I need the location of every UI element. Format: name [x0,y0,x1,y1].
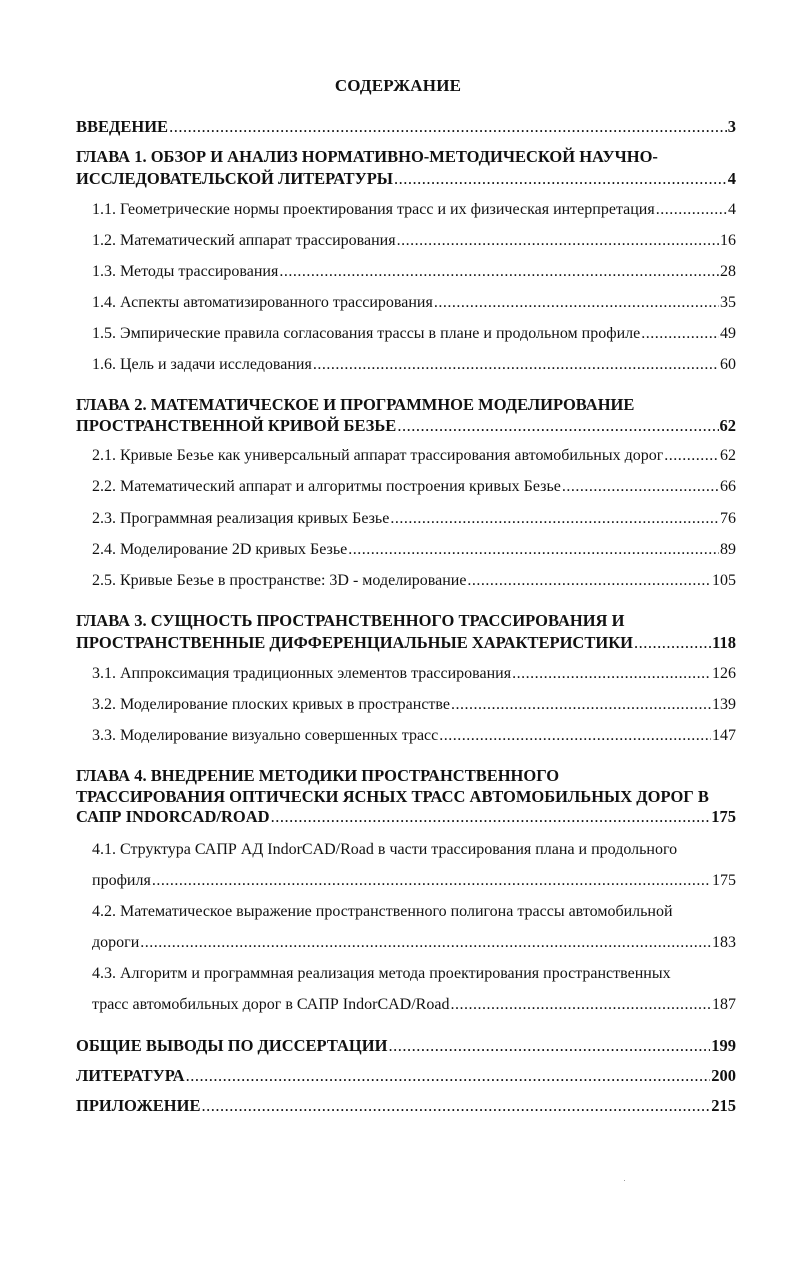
toc-chapter-3-line-1[interactable] [76,611,624,631]
page-title: СОДЕРЖАНИЕ [334,76,462,95]
toc-page-number: 215 [711,1096,736,1115]
toc-page-number: 147 [712,727,736,744]
toc-entry-text: ТРАССИРОВАНИЯ ОПТИЧЕСКИ ЯСНЫХ ТРАСС АВТОМОБИЛЬНЫХ ДОРОГ В [76,787,709,806]
toc-section-4-2-line-2[interactable] [92,933,736,953]
dot-leader [348,540,719,560]
dot-leader [641,324,719,344]
toc-entry-text: 3.1. Аппроксимация традиционных элементов трассирования [92,665,512,682]
dot-leader [271,807,711,827]
toc-page-number: 175 [711,807,736,826]
toc-chapter-4-line-1[interactable] [76,766,559,786]
dot-leader [512,664,711,684]
toc-chapter-2-line-1[interactable] [76,395,634,415]
toc-page-number: 175 [712,872,736,889]
toc-section-4-3-line-2[interactable] [92,995,736,1015]
toc-entry-text: ОБЩИЕ ВЫВОДЫ ПО ДИССЕРТАЦИИ [76,1036,388,1055]
toc-entry-text: профиля [92,872,151,889]
toc-entry-text: ПРИЛОЖЕНИЕ [76,1096,201,1115]
toc-page-number: 4 [728,201,736,218]
toc-entry-text: 2.4. Моделирование 2D кривых Безье [92,541,348,558]
toc-entry-text: 1.1. Геометрические нормы проектирования трасс и их физическая интерпретация [92,201,655,218]
toc-entry-text: ЛИТЕРАТУРА [76,1066,185,1085]
toc-entry-text: ИССЛЕДОВАТЕЛЬСКОЙ ЛИТЕРАТУРЫ [76,169,393,188]
toc-page-number: 126 [712,665,736,682]
toc-section-2-5[interactable] [92,571,736,591]
toc-section-2-3[interactable] [92,509,736,529]
toc-chapter-4-line-3[interactable] [76,807,736,827]
toc-chapter-4-line-2[interactable] [76,787,709,807]
toc-page-number: 62 [719,416,736,435]
toc-entry-text: ГЛАВА 4. ВНЕДРЕНИЕ МЕТОДИКИ ПРОСТРАНСТВЕННОГО [76,766,560,785]
dot-leader [169,117,727,137]
toc-page-number: 89 [720,541,736,558]
toc-section-1-5[interactable] [92,324,736,344]
toc-section-3-3[interactable] [92,726,736,746]
toc-page-number: 139 [712,696,736,713]
toc-chapter-1-line-1[interactable] [76,147,658,167]
toc-entry-text: ВВЕДЕНИЕ [76,117,169,136]
toc-entry-text: ГЛАВА 3. СУЩНОСТЬ ПРОСТРАНСТВЕННОГО ТРАССИРОВАНИЯ И [76,611,625,630]
toc-page-number: 28 [720,263,736,280]
dot-leader [390,509,719,529]
toc-entry-text: 2.1. Кривые Безье как универсальный аппарат трассирования автомобильных дорог [92,447,664,464]
toc-entry-text: САПР INDORCAD/ROAD [76,807,270,826]
toc-page-number: 199 [711,1036,736,1055]
dot-leader [397,231,719,251]
toc-entry-text: 1.4. Аспекты автоматизированного трассирования [92,294,433,311]
toc-section-1-4[interactable] [92,293,736,313]
toc-entry-text: 1.3. Методы трассирования [92,263,279,280]
toc-section-1-3[interactable] [92,262,736,282]
toc-page-number: 16 [720,232,736,249]
dot-leader [434,293,719,313]
toc-entry-text: 1.2. Математический аппарат трассирования [92,232,396,249]
toc-section-2-4[interactable] [92,540,736,560]
toc-page-number: 4 [727,169,736,188]
toc-section-3-1[interactable] [92,664,736,684]
toc-entry-text: 1.5. Эмпирические правила согласования трассы в плане и продольном профиле [92,325,641,342]
toc-page-number: 187 [712,996,736,1013]
dot-leader [467,571,711,591]
dot-leader [313,355,719,375]
dot-leader [186,1066,711,1086]
toc-page-number: 66 [720,478,736,495]
dot-leader [201,1096,710,1116]
toc-entry-text: дороги [92,934,140,951]
toc-chapter-3-line-2[interactable] [76,633,736,653]
scan-speck [624,1180,625,1181]
toc-page-number: 62 [720,447,736,464]
toc-section-1-2[interactable] [92,231,736,251]
toc-page-number: 200 [711,1066,736,1085]
toc-section-2-1[interactable] [92,446,736,466]
toc-entry-text: 2.5. Кривые Безье в пространстве: 3D - моделирование [92,572,467,589]
toc-section-1-1[interactable] [92,200,736,220]
dot-leader [394,169,727,189]
toc-page-number: 183 [712,934,736,951]
toc-entry-text: ПРОСТРАНСТВЕННОЙ КРИВОЙ БЕЗЬЕ [76,416,397,435]
toc-page-number: 3 [727,117,736,136]
dot-leader [562,477,719,497]
toc-chapter-2-line-2[interactable] [76,416,736,436]
toc-entry-appendix[interactable] [76,1096,736,1116]
toc-entry-literature[interactable] [76,1066,736,1086]
dot-leader [152,871,711,891]
toc-section-2-2[interactable] [92,477,736,497]
dot-leader [451,695,711,715]
dot-leader [634,633,711,653]
dot-leader [439,726,711,746]
toc-entry-text: 4.3. Алгоритм и программная реализация метода проектирования пространственных [92,965,671,982]
toc-section-4-1-line-2[interactable] [92,871,736,891]
toc-section-4-1-line-1[interactable] [92,840,677,860]
toc-entry-text: 2.2. Математический аппарат и алгоритмы построения кривых Безье [92,478,561,495]
toc-page-number: 76 [720,510,736,527]
toc-entry-text: 2.3. Программная реализация кривых Безье [92,510,390,527]
toc-page-number: 118 [712,633,736,652]
toc-entry-text: 3.3. Моделирование визуально совершенных трасс [92,727,439,744]
dot-leader [388,1036,710,1056]
toc-section-1-6[interactable] [92,355,736,375]
toc-entry-intro[interactable] [76,117,736,137]
toc-page-number: 105 [712,572,736,589]
dot-leader [450,995,711,1015]
toc-section-4-2-line-1[interactable] [92,902,673,922]
toc-entry-text: 1.6. Цель и задачи исследования [92,356,312,373]
toc-entry-text: 4.2. Математическое выражение пространственного полигона трассы автомобильной [92,903,673,920]
dot-leader [140,933,711,953]
toc-entry-text: ГЛАВА 1. ОБЗОР И АНАЛИЗ НОРМАТИВНО-МЕТОДИЧЕСКОЙ НАУЧНО- [76,147,658,166]
toc-chapter-1-line-2[interactable] [76,169,736,189]
toc-section-4-3-line-1[interactable] [92,964,671,984]
toc-page-number: 49 [720,325,736,342]
toc-page-number: 35 [720,294,736,311]
dot-leader [656,200,727,220]
toc-entry-text: 4.1. Структура САПР АД IndorCAD/Road в части трассирования плана и продольного [92,841,678,858]
dot-leader [664,446,719,466]
dot-leader [279,262,719,282]
dot-leader [397,416,718,436]
toc-section-3-2[interactable] [92,695,736,715]
toc-entry-conclusions[interactable] [76,1036,736,1056]
toc-page-number: 60 [720,356,736,373]
toc-entry-text: ГЛАВА 2. МАТЕМАТИЧЕСКОЕ И ПРОГРАММНОЕ МОДЕЛИРОВАНИЕ [76,395,635,414]
toc-entry-text: ПРОСТРАНСТВЕННЫЕ ДИФФЕРЕНЦИАЛЬНЫЕ ХАРАКТЕРИСТИКИ [76,633,633,652]
toc-entry-text: 3.2. Моделирование плоских кривых в пространстве [92,696,450,713]
toc-entry-text: трасс автомобильных дорог в САПР IndorCAD/Road [92,996,450,1013]
